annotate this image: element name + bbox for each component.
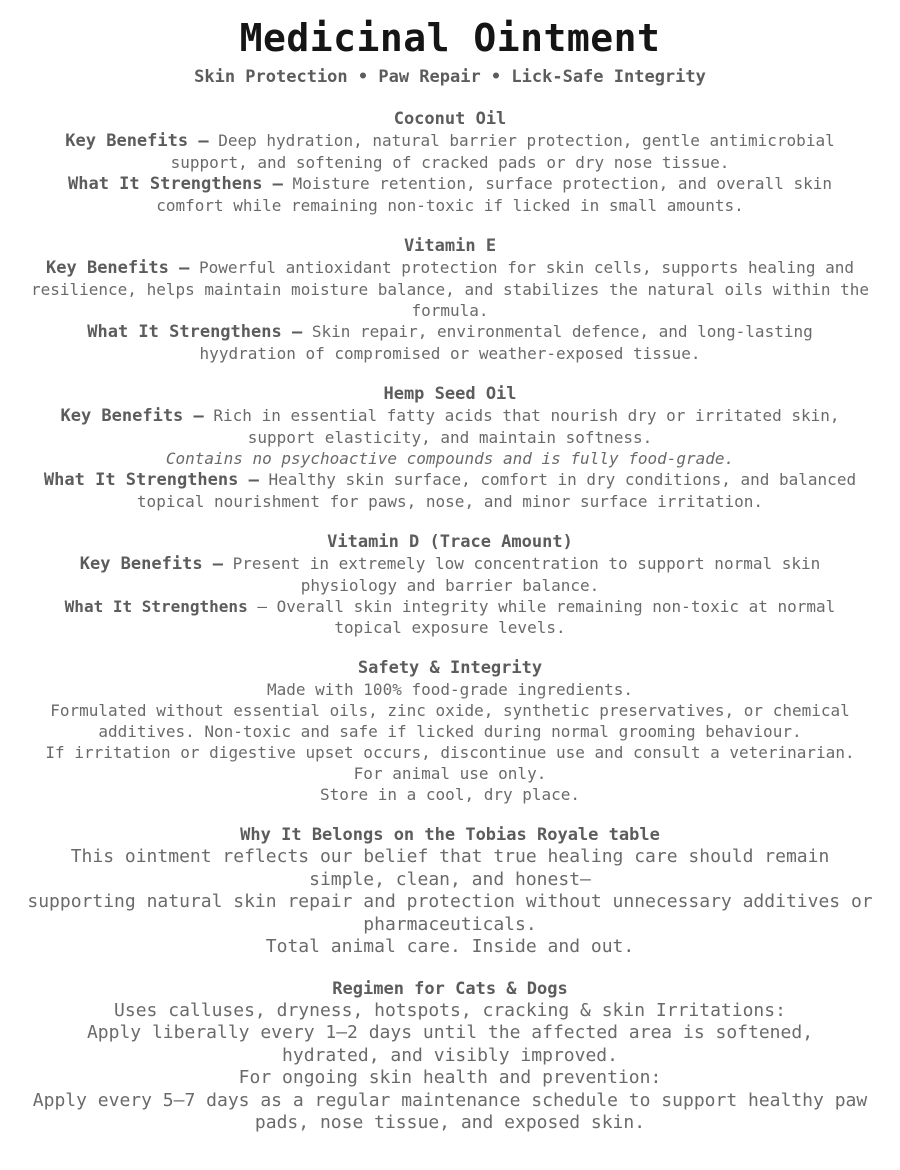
why-line: supporting natural skin repair and protection without unnecessary additives or pharmaceuticals. [27,891,873,935]
strengthens-text: Skin repair, environmental defence, and long-lasting hyydration of compromised or weather-exposed tissue. [199,322,813,363]
food-grade-note: Contains no psychoactive compounds and is fully food-grade. [165,449,735,468]
strengthens-text: Moisture retention, surface protection, and overall skin comfort while remaining non-toxic if licked in small amounts. [156,174,832,215]
key-benefits-text: Powerful antioxidant protection for skin cells, supports healing and resilience, helps maintain moisture balance, and stabilizes the natural oils within the formula. [30,258,870,320]
key-benefits-text: Present in extremely low concentration to support normal skin physiology and barrier balance. [223,554,821,595]
section-heading: Vitamin E [403,236,497,256]
section-heading: Coconut Oil [393,109,507,129]
safety-line: If irritation or digestive upset occurs, discontinue use and consult a veterinarian. [45,743,855,762]
key-benefits-paragraph [0,257,900,321]
strengthens-text: — Overall skin integrity while remaining non-toxic at normal topical exposure levels. [247,597,836,637]
strengthens-label: What It Strengthens — [87,322,303,342]
key-benefits-text: Rich in essential fatty acids that nourish dry or irritated skin, support elasticity, and maintain softness. [203,406,840,447]
section-safety-integrity [0,658,900,805]
why-line: Total animal care. Inside and out. [265,936,635,957]
section-heading: Hemp Seed Oil [383,384,517,404]
safety-line: Formulated without essential oils, zinc oxide, synthetic preservatives, or chemical additives. Non-toxic and safe if licked during normal grooming behaviour. [50,701,850,741]
safety-line: Store in a cool, dry place. [319,785,581,804]
section-regimen [0,979,900,1135]
regimen-line: Uses calluses, dryness, hotspots, cracking & skin Irritations: [114,999,786,1021]
key-benefits-label: Key Benefits — [60,406,204,426]
strengthens-paragraph [0,321,900,364]
section-heading: Why It Belongs on the Tobias Royale table [240,825,660,845]
strengthens-text: Healthy skin surface, comfort in dry conditions, and balanced topical nourishment for paws, nose, and minor surface irritation. [136,470,857,511]
key-benefits-paragraph [0,405,900,448]
section-hemp-seed-oil [0,384,900,512]
strengthens-label: What It Strengthens [64,597,248,616]
key-benefits-paragraph [0,130,900,173]
strengthens-paragraph [0,469,900,512]
regimen-line: Apply every 5–7 days as a regular maintenance schedule to support healthy paw pads, nose tissue, and exposed skin. [32,1089,868,1133]
key-benefits-label: Key Benefits — [65,131,209,151]
section-heading: Vitamin D (Trace Amount) [327,532,573,552]
page-subtitle: Skin Protection • Paw Repair • Lick-Safe Integrity [194,67,706,87]
strengthens-label: What It Strengthens — [43,470,259,490]
key-benefits-paragraph [0,553,900,596]
strengthens-label: What It Strengthens — [67,174,283,194]
section-vitamin-e [0,236,900,364]
safety-line: Made with 100% food-grade ingredients. [266,680,634,699]
strengthens-paragraph [0,596,900,638]
section-vitamin-d [0,532,900,638]
regimen-line: For ongoing skin health and prevention: [238,1067,662,1088]
key-benefits-text: Deep hydration, natural barrier protection, gentle antimicrobial support, and softening of cracked pads or dry nose tissue. [170,131,835,172]
why-line: This ointment reflects our belief that true healing care should remain simple, clean, and honest— [70,846,830,890]
key-benefits-label: Key Benefits — [46,258,190,278]
section-why-it-belongs [0,825,900,959]
strengthens-paragraph [0,173,900,216]
section-heading: Regimen for Cats & Dogs [332,978,568,999]
section-heading: Safety & Integrity [357,658,543,678]
key-benefits-label: Key Benefits — [79,554,224,574]
regimen-line: Apply liberally every 1–2 days until the affected area is softened, hydrated, and visibly improved. [86,1022,814,1066]
page-title: Medicinal Ointment [239,16,661,60]
section-coconut-oil [0,109,900,216]
safety-line: For animal use only. [353,764,547,783]
